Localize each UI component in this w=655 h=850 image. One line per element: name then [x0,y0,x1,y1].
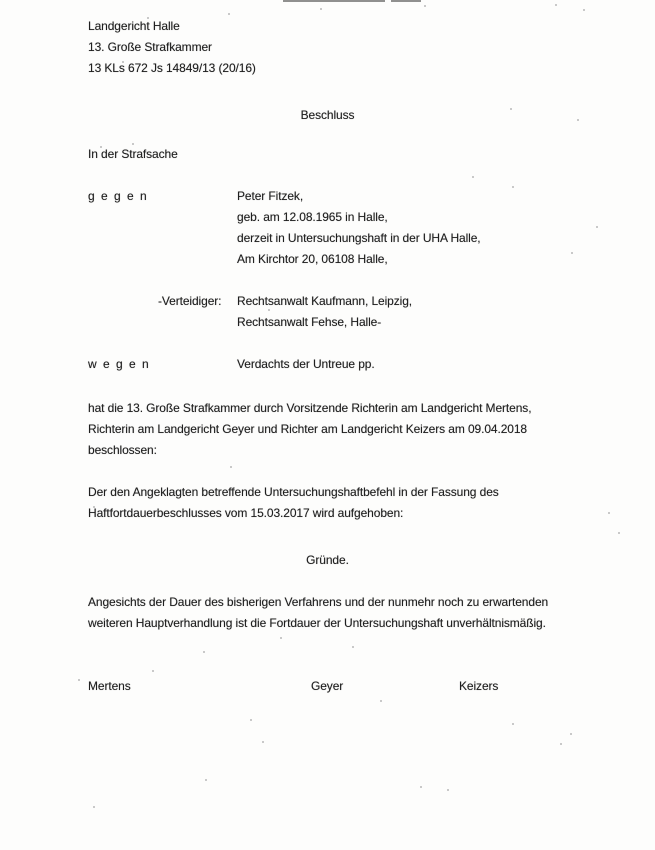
signature-geyer: Geyer [311,679,344,693]
scan-speckle [380,700,382,702]
scan-speckle [608,512,610,514]
scan-speckle [555,4,557,6]
text-line: derzeit in Untersuchungshaft in der UHA Halle, [237,231,481,245]
scan-speckle [420,786,422,788]
keyword-wegen: w e g e n [88,357,151,371]
scan-speckle [203,651,205,653]
text-line: geb. am 12.08.1965 in Halle, [237,210,388,224]
scan-speckle [228,13,230,15]
text-line: Peter Fitzek, [237,189,304,203]
signature-mertens: Mertens [88,679,131,693]
keyword-gegen: g e g e n [88,189,149,203]
scan-speckle [205,779,207,781]
order-paragraph [88,482,499,524]
chamber-name: 13. Große Strafkammer [88,40,212,54]
scan-speckle [472,176,474,178]
scan-speckle [250,719,252,721]
text-line: Der den Angeklagten betreffende Untersuchungshaftbefehl in der Fassung des [88,485,499,499]
reasons-paragraph [88,592,548,634]
text-line: weiteren Hauptverhandlung ist die Fortdauer der Untersuchungshaft unverhältnismäßig. [88,616,546,630]
scan-speckle [618,532,620,534]
text-line: Angesichts der Dauer des bisherigen Verfahrens und der nunmehr noch zu erwartenden [88,595,549,609]
scan-speckle [570,733,572,735]
case-number: 13 KLs 672 Js 14849/13 (20/16) [88,61,256,75]
signature-keizers: Keizers [459,679,499,693]
decision-intro [88,398,531,461]
court-header [88,16,256,79]
scan-artifact-mark [391,0,421,2]
text-line: Rechtsanwalt Kaufmann, Leipzig, [237,294,413,308]
text-line: Am Kirchtor 20, 06108 Halle, [237,252,388,266]
scan-speckle [424,5,426,7]
scan-speckle [152,670,154,672]
scan-speckle [93,806,95,808]
text-line: beschlossen: [88,443,157,457]
scan-speckle [262,741,264,743]
text-line: Rechtsanwalt Fehse, Halle- [237,315,382,329]
scan-speckle [280,637,282,639]
case-intro: In der Strafsache [88,147,178,161]
document-title: Beschluss [300,108,355,122]
defendant-block [237,186,481,270]
reasons-heading: Gründe. [306,553,349,567]
defense-label: -Verteidiger: [158,294,222,308]
scan-speckle [560,743,562,745]
scan-speckle [447,789,449,791]
court-name: Landgericht Halle [88,19,180,33]
scan-speckle [571,252,573,254]
scan-speckle [352,646,354,648]
charge-text: Verdachts der Untreue pp. [237,357,375,371]
scan-speckle [320,8,322,10]
text-line: Haftfortdauerbeschlusses vom 15.03.2017 wird aufgehoben: [88,506,404,520]
scan-speckle [230,466,232,468]
text-line: hat die 13. Große Strafkammer durch Vorsitzende Richterin am Landgericht Mertens, [88,401,532,415]
scan-speckle [512,723,514,725]
scan-speckle [78,679,80,681]
scan-speckle [596,226,598,228]
scan-artifact-mark [283,0,385,2]
defense-block [237,291,412,333]
scan-speckle [583,9,585,11]
text-line: Richterin am Landgericht Geyer und Richter am Landgericht Keizers am 09.04.2018 [88,422,528,436]
scan-speckle [512,186,514,188]
